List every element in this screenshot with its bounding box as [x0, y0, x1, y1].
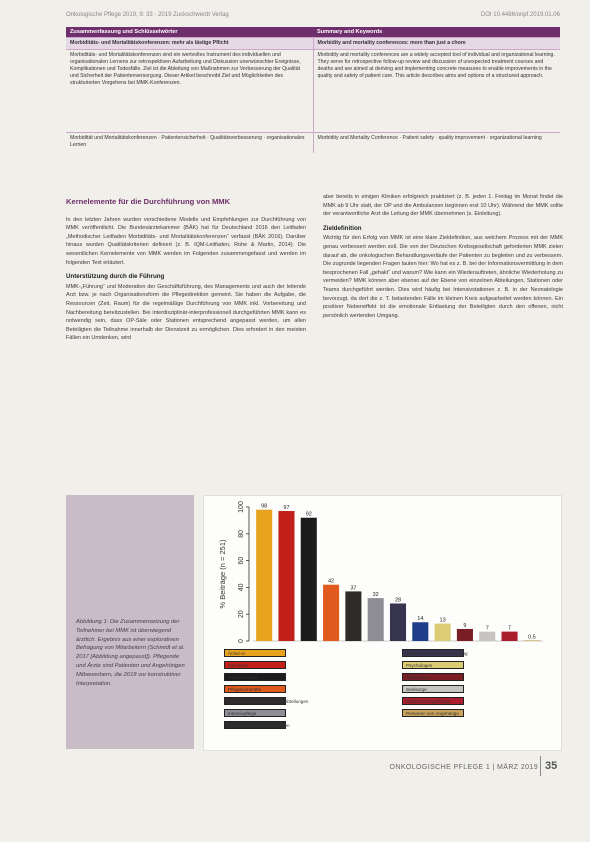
- summary-title-en: Morbidity and mortality conferences: more than just a chore: [313, 38, 560, 50]
- bar-chart: [203, 495, 560, 647]
- legend-swatch: [224, 721, 290, 729]
- legend-label: Pflegefachkräfte: [228, 686, 262, 692]
- summary-table: [66, 27, 560, 153]
- legend-label: Assistenzärzte: [228, 674, 258, 680]
- legend-label: Mitarbeiter aus Sozialdiensten: [228, 722, 290, 728]
- section-heading: Kernelemente für die Durchführung von MMK: [66, 197, 231, 206]
- bar-value-label: 0.5: [528, 634, 536, 641]
- right-column: [323, 193, 563, 326]
- bar-value-label: 7: [485, 625, 489, 632]
- legend-swatch: [402, 709, 464, 717]
- bar-value-label: 7: [508, 625, 512, 632]
- summary-text-en: Morbidity and mortality conferences are a widely accepted tool of individual and organizational learning. They serve for retrospective follow-up review and discussion of unexpected treatment courses and deaths and are aimed at deriving and implementing concrete measures to enable improvements in the quality and safety of patient care. This article describes aims and options of a structured approach.: [313, 50, 560, 133]
- bar: [479, 632, 495, 641]
- y-tick-label: 60: [237, 556, 245, 565]
- legend-swatch: [224, 649, 286, 657]
- legend-item: [402, 685, 467, 693]
- bar-value-label: 32: [372, 592, 379, 599]
- y-tick-label: 80: [237, 529, 245, 538]
- footer-divider: [540, 756, 541, 776]
- y-tick-label: 100: [237, 501, 245, 513]
- bar-value-label: 97: [283, 505, 290, 512]
- bar-value-label: 14: [417, 616, 424, 623]
- paragraph: aber bereits in einigen Kliniken erfolgreich praktiziert (z. B. jeden 1. Freitag im Monat findet die MMK ab 9 Uhr statt, der OP und die Ambulanzen beginnen erst 10 Uhr). Während der MMK sollte der verantwortliche Arzt die Leitung der MMK übernehmen (s. Einleitung).: [323, 194, 563, 218]
- legend-label: Patienten/Angehörige: [406, 698, 451, 704]
- keywords-en: Morbidity and Mortality Conference · Patient safety · quality improvement · organizational learning: [313, 133, 560, 154]
- bar-value-label: 42: [328, 578, 335, 585]
- bar: [278, 511, 294, 641]
- legend-label: Oberärzte: [228, 662, 249, 668]
- subheading: Unterstützung durch die Führung: [66, 273, 165, 281]
- keywords-de: Morbidität und Mortalitätskonferenzen · Patientensicherheit · Qualitätsverbesserung · organisationales Lernen: [66, 133, 313, 154]
- journal-footer: ONKOLOGISCHE PFLEGE 1 | MÄRZ 2019: [389, 764, 538, 771]
- bar-value-label: 28: [394, 597, 402, 604]
- bar: [390, 603, 406, 641]
- legend-swatch: [224, 661, 286, 669]
- paragraph: Wichtig für den Erfolg von MMK ist eine klare Zieldefinition, aus welchem Prozess mit der MMK genau verbessert werden soll. Die von der Deutschen Krebsgesellschaft geforderten MMK zielen darauf ab, die onkologischen Behandlungsverläufe der Patienten zu begleiten und zu verbessern. Die zugrunde liegenden Fragen lauten hier: Wo hat es z. B. bei der Informationsvermittlung in dem besprochenen Fall „gehakt“ und warum? Wie kann ein Wiederauftreten, ähnliche Wiederholung zu vermeiden? MMK können aber ebenso auf der Ebene von einzelnen Abteilungen, Stationen oder Teams durchgeführt werden. Dies wird häufig bei Intensivstationen z. B. in der Neonatologie bevorzugt, da dort die z. T. belastenden Fälle im kleinen Kreis aufgearbeitet werden können. Ein positiver Nebeneffekt ist die emotionale Entlastung der Beteiligten durch den offenen, nicht persönlich wertenden Umgang.: [323, 235, 563, 319]
- bar: [457, 629, 473, 641]
- bar-value-label: 98: [261, 503, 268, 510]
- left-column: [66, 198, 306, 349]
- subheading: Zieldefinition: [323, 224, 362, 232]
- legend-item: [224, 661, 289, 669]
- summary-header-en: Summary and Keywords: [313, 27, 560, 38]
- running-header-right: DOI 10.4486/onpf.2019.01.06: [480, 12, 560, 18]
- legend-label: Intensivpflege: [228, 710, 257, 716]
- bar-value-label: 9: [463, 622, 467, 629]
- bar: [368, 598, 384, 641]
- legend-label: Seelsorge: [406, 686, 427, 692]
- bar-value-label: 37: [350, 585, 357, 592]
- bar: [301, 518, 317, 641]
- running-header: [66, 12, 560, 22]
- legend-swatch: [402, 673, 464, 681]
- legend-item: [224, 721, 289, 729]
- bar: [256, 510, 272, 641]
- y-tick-label: 0: [237, 639, 245, 643]
- paragraph: MMK-„Führung“ und Moderation der Geschäftsführung, des Managements und auch der leitende Arzt bzw. je nach Organisationsform die Pflegedirektion gemeint. Sie haben die Aufgabe, die Ressourcen (Zeit, Raum) für die regelmäßige Durchführung von MMK inkl. Vorbereitung und Nachbereitung bereitzustellen. Bei interdisziplinär-interprofessionell durchgeführten MMK kann es notwendig sein, dass OP-Säle oder Stationen entsprechend angepasst werden, um allen Beteiligten die Teilnahme innerhalb der Dienstzeit zu ermöglichen. Dies erfordert in den meisten Fällen ein Umdenken, wird: [66, 283, 306, 342]
- bar-value-label: 92: [305, 511, 312, 518]
- bar: [435, 624, 451, 641]
- legend-item: [224, 697, 309, 705]
- bar: [412, 622, 428, 641]
- legend-label: Psychologen: [406, 662, 433, 668]
- legend-swatch: [402, 649, 468, 657]
- summary-title-de: Morbiditäts- und Mortalitätskonferenzen: mehr als lästige Pflicht: [66, 38, 313, 50]
- legend-item: [224, 685, 289, 693]
- y-tick-label: 20: [237, 610, 245, 619]
- legend-swatch: [224, 673, 286, 681]
- summary-text-de: Morbiditäts- und Mortalitätskonferenzen sind ein wertvolles Instrument des individuellen und organisationalen Lernens zur retrospektiven Aufarbeitung und Diskussion unerwünschter Ereignisse, Komplikationen und Todesfälle. Ziel ist die Ableitung von Maßnahmen zur Verbesserung der Qualität und Sicherheit der Patientenversorgung. Dieser Artikel beschreibt Ziel und Möglichkeiten des strukturierten Vorgehens bei MMK-Konferenzen.: [66, 50, 313, 133]
- legend-label: Hebammen: [406, 674, 430, 680]
- legend-item: [402, 649, 467, 657]
- legend-item: [224, 649, 289, 657]
- legend-swatch: [402, 685, 464, 693]
- y-axis-label: % Beiträge (n = 251): [218, 539, 227, 609]
- legend-label: Personen von Angehörige: [406, 710, 459, 716]
- summary-header-de: Zusammenfassung und Schlüsselwörter: [66, 27, 313, 38]
- bar: [323, 585, 339, 641]
- legend-label: Kompetenzen aus anderen Abteilungen: [228, 698, 309, 704]
- legend-item: [402, 709, 467, 717]
- y-tick-label: 40: [237, 583, 245, 592]
- legend-swatch: [224, 685, 286, 693]
- legend-swatch: [224, 697, 309, 705]
- running-header-left: Onkologische Pflege 2019, 9: 33 · 2019 Zuckschwerdt Verlag: [66, 12, 229, 18]
- legend-label: Ärzte/-in: [228, 650, 246, 656]
- legend-item: [402, 661, 467, 669]
- page-number: 35: [545, 760, 558, 772]
- bar: [524, 640, 540, 641]
- figure-caption: Abbildung 1: Die Zusammensetzung der Teilnehmer bei MMK ist überwiegend ärztlich. Ergebnis aus einer explorativen Befragung von Mitarbeitern (Schmidt et al. 2017 [Abbildung angepasst]). Pflegende und Ärzte sind Patienten und Angehörigen Mitbewerbern, die 2018 vor konstruktiver Interpretation.: [76, 619, 185, 687]
- bar: [502, 632, 518, 641]
- bar: [345, 591, 361, 641]
- legend-label: Begleitende Dienste/Abteilung: [406, 650, 468, 656]
- legend-swatch: [402, 661, 464, 669]
- legend-swatch: [224, 709, 286, 717]
- legend-item: [224, 673, 289, 681]
- bar-value-label: 13: [439, 617, 446, 624]
- legend-item: [402, 673, 467, 681]
- paragraph: In den letzten Jahren wurden verschiedene Modelle und Empfehlungen zur Durchführung von MMK veröffentlicht. Die Bundesärztekammer (BÄK) hat für Deutschland 2016 den Leitfaden „Methodischer Leitfaden Morbiditäts- und Mortalitätskonferenzen“ verfasst (BÄK 2016). Darüber hinaus wurden Qualitätskriterien definiert (z. B. IQM-Leitfaden, Rohe & Martin, 2014). Die wesentlichen Kernelemente von MMK werden im Folgenden zusammengefasst und werden im folgenden Text erläutert.: [66, 216, 306, 266]
- legend-item: [402, 697, 467, 705]
- legend-swatch: [402, 697, 464, 705]
- legend-item: [224, 709, 289, 717]
